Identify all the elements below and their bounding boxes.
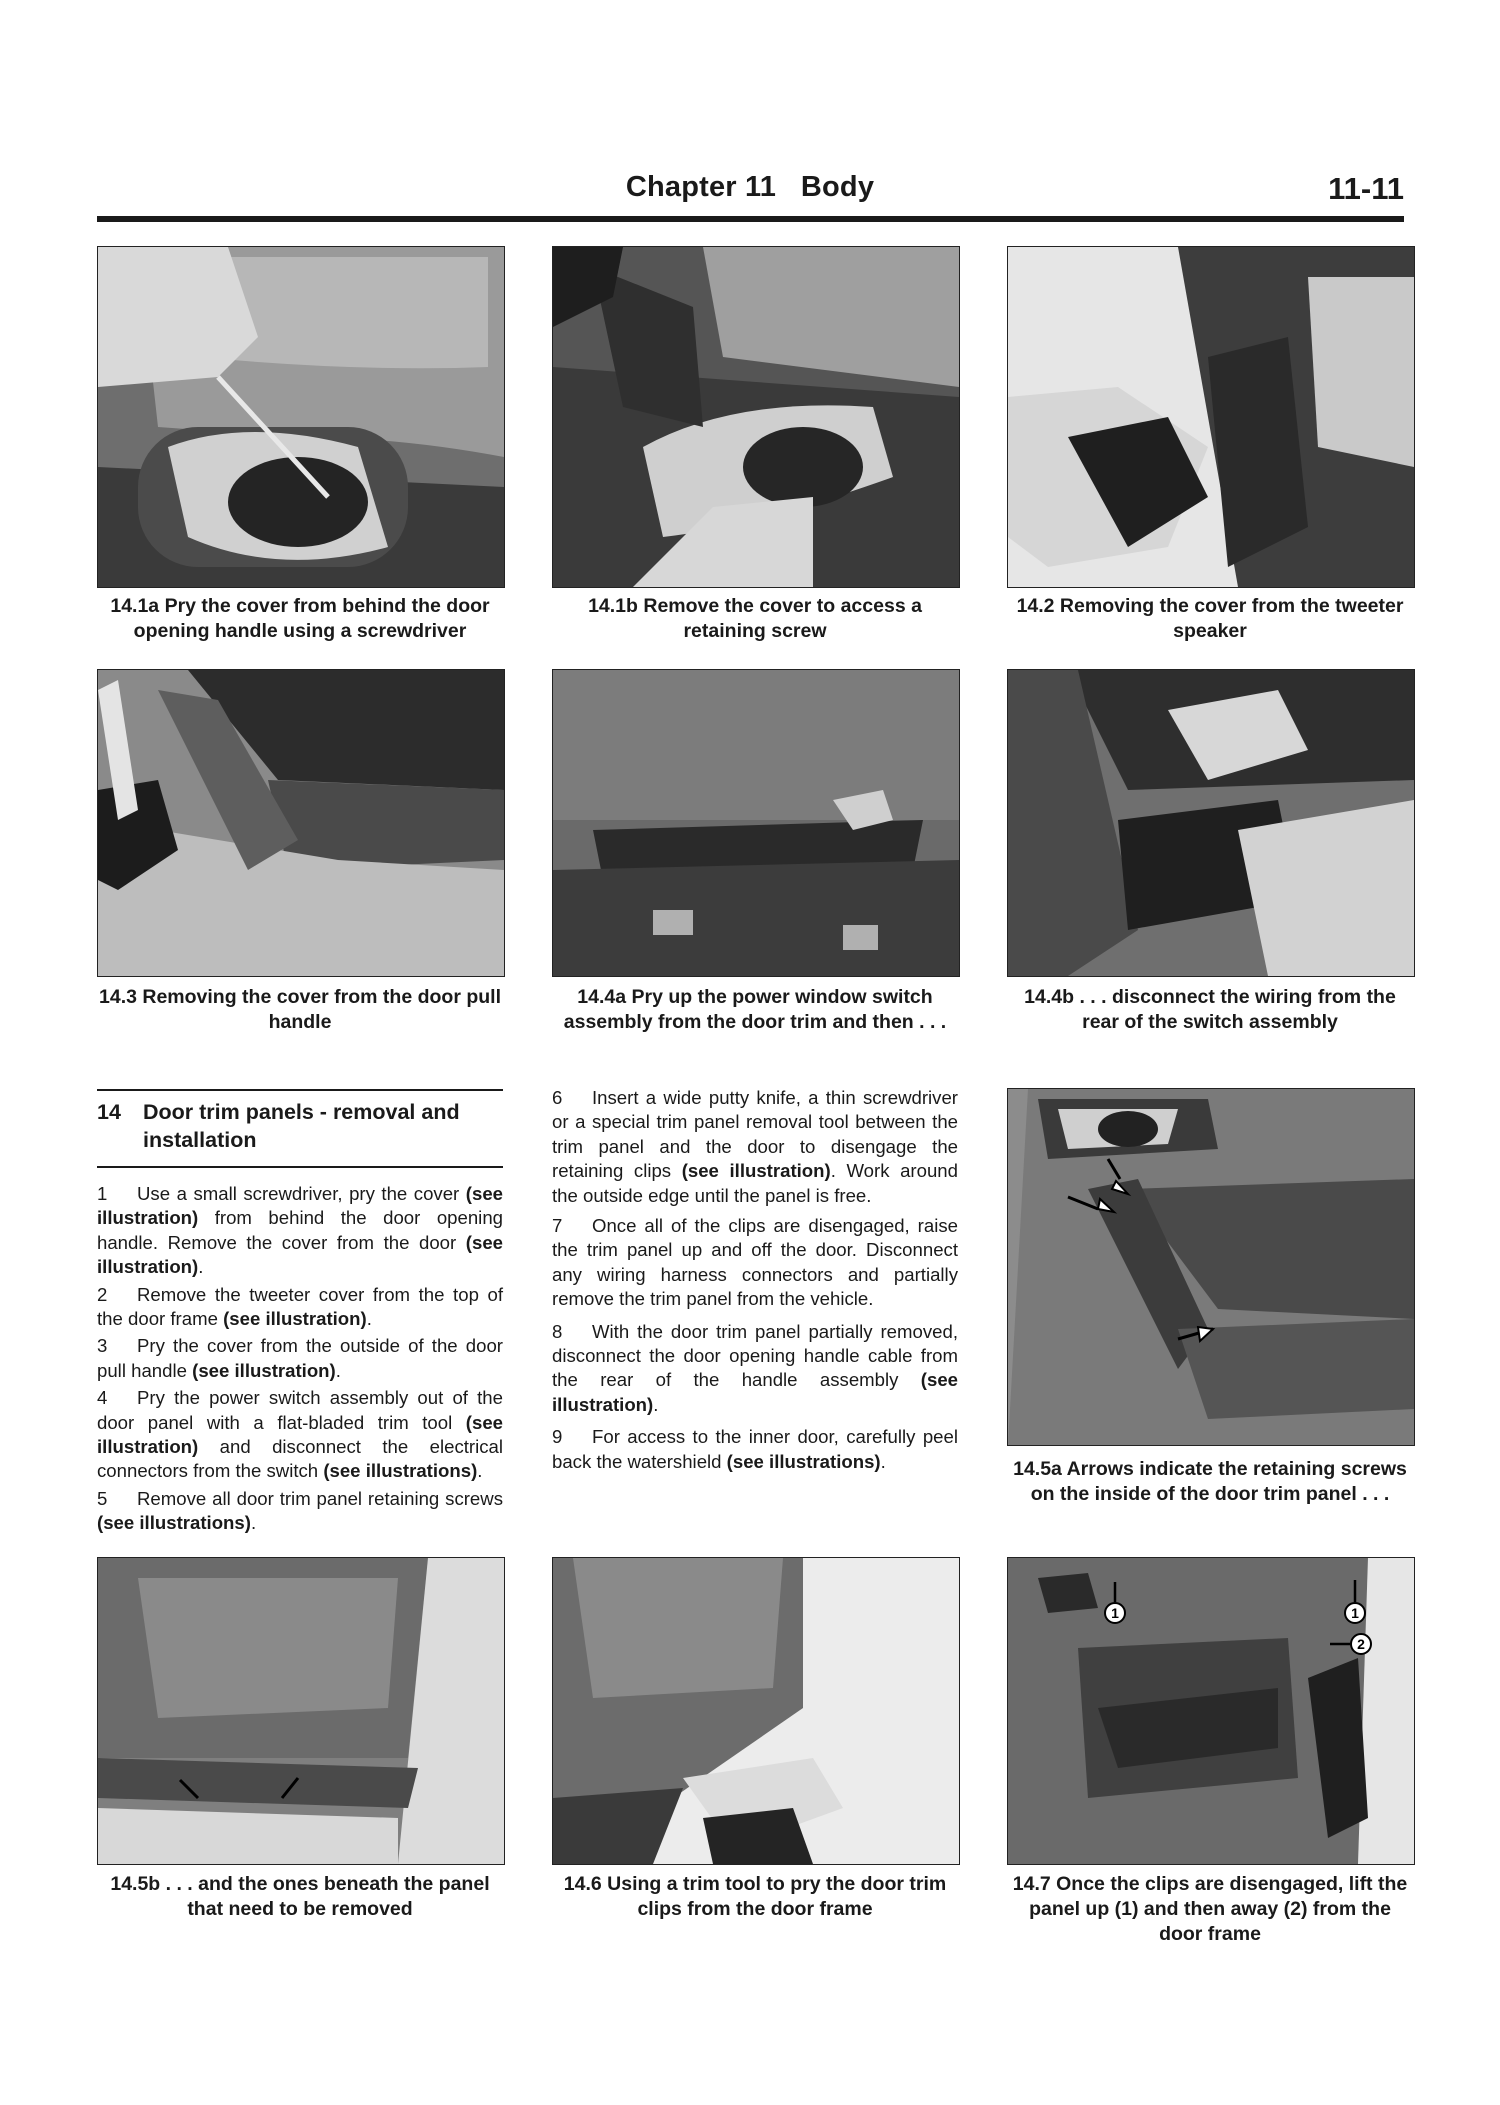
figure-caption: 14.2 Removing the cover from the tweeter speaker bbox=[1016, 595, 1404, 642]
step-text: and disconnect the electrical connectors from the switch bbox=[97, 1436, 503, 1482]
step-number: 1 bbox=[97, 1183, 108, 1204]
step-text: . bbox=[477, 1460, 483, 1482]
step-paragraph bbox=[97, 1334, 503, 1383]
step-paragraph bbox=[552, 1320, 958, 1418]
step-text: . bbox=[366, 1308, 372, 1330]
section-number: 14 bbox=[97, 1100, 121, 1124]
step-paragraph bbox=[97, 1283, 503, 1332]
page-number: 11-11 bbox=[1328, 171, 1404, 206]
illustration-reference: (see illustration) bbox=[223, 1308, 367, 1330]
photo-14-1b bbox=[552, 246, 960, 588]
step-text: Remove all door trim panel retaining screws bbox=[137, 1487, 503, 1509]
text-column-left bbox=[97, 1182, 503, 1539]
step-text: For access to the inner door, carefully peel back the watershield bbox=[552, 1426, 958, 1472]
step-text: Remove the tweeter cover from the top of the door frame bbox=[97, 1283, 503, 1330]
step-text: Use a small screwdriver, pry the cover bbox=[137, 1183, 466, 1204]
photo-14-2 bbox=[1007, 246, 1415, 588]
step-number: 5 bbox=[97, 1487, 108, 1509]
illustration-reference: (see illustration) bbox=[97, 1183, 503, 1229]
illustration-reference: (see illustration) bbox=[97, 1231, 503, 1278]
figure-caption: 14.4b . . . disconnect the wiring from the rear of the switch assembly bbox=[1024, 986, 1396, 1033]
photo-14-4a bbox=[552, 669, 960, 977]
step-paragraph bbox=[97, 1487, 503, 1536]
photo-14-1a bbox=[97, 246, 505, 588]
figure-caption: 14.7 Once the clips are disengaged, lift the panel up (1) and then away (2) from the door frame bbox=[1012, 1873, 1408, 1945]
step-paragraph bbox=[97, 1386, 503, 1484]
step-text: . Work around the outside edge until the panel is free. bbox=[552, 1160, 958, 1206]
illustration-reference: (see illustration) bbox=[681, 1160, 831, 1182]
step-text: Pry the cover from the outside of the door pull handle bbox=[97, 1335, 503, 1381]
illustration-reference: (see illustration) bbox=[552, 1369, 958, 1415]
illustration-reference: (see illustration) bbox=[192, 1359, 336, 1381]
text-column-middle bbox=[552, 1086, 958, 1477]
step-text: Insert a wide putty knife, a thin screwdriver or a special trim panel removal tool between the trim panel and the door to disengage the retaining clips bbox=[552, 1087, 958, 1182]
photo-14-4b bbox=[1007, 669, 1415, 977]
step-number: 3 bbox=[97, 1335, 108, 1357]
step-number: 4 bbox=[97, 1387, 108, 1409]
figure-caption: 14.1a Pry the cover from behind the door opening handle using a screwdriver bbox=[110, 595, 490, 642]
figure-caption: 14.4a Pry up the power window switch assembly from the door trim and then . . . bbox=[563, 986, 947, 1033]
step-text: . bbox=[880, 1450, 886, 1472]
step-paragraph bbox=[97, 1182, 503, 1280]
step-text: With the door trim panel partially removed, disconnect the door opening handle cable from the rear of the handle assembly bbox=[552, 1320, 958, 1391]
section-rule-bottom bbox=[97, 1166, 503, 1168]
callout-label: 2 bbox=[1357, 1636, 1365, 1652]
step-number: 7 bbox=[552, 1215, 563, 1237]
figure-caption: 14.5a Arrows indicate the retaining screws on the inside of the door trim panel . . . bbox=[1013, 1458, 1407, 1505]
step-text: Pry the power switch assembly out of the door panel with a flat-bladed trim tool bbox=[97, 1387, 503, 1433]
photo-14-5b bbox=[97, 1557, 505, 1865]
step-text: . bbox=[250, 1512, 257, 1534]
step-number: 2 bbox=[97, 1283, 108, 1305]
step-paragraph bbox=[552, 1214, 958, 1312]
step-paragraph bbox=[552, 1425, 958, 1474]
callout-label: 1 bbox=[1111, 1605, 1119, 1621]
step-text: . bbox=[653, 1393, 659, 1415]
figure-caption: 14.1b Remove the cover to access a retaining screw bbox=[588, 595, 922, 642]
header-rule bbox=[97, 216, 1404, 222]
figure-caption: 14.5b . . . and the ones beneath the panel that need to be removed bbox=[110, 1873, 490, 1920]
step-number: 9 bbox=[552, 1426, 563, 1448]
photo-14-6 bbox=[552, 1557, 960, 1865]
step-text: . bbox=[335, 1359, 341, 1381]
section-rule-top bbox=[97, 1089, 503, 1091]
illustration-reference: (see illustrations) bbox=[97, 1512, 251, 1534]
section-title: Door trim panels - removal and installation bbox=[143, 1100, 460, 1152]
illustration-reference: (see illustration) bbox=[97, 1411, 503, 1458]
figure-caption: 14.6 Using a trim tool to pry the door trim clips from the door frame bbox=[563, 1873, 947, 1920]
photo-14-5a bbox=[1007, 1088, 1415, 1446]
photo-14-7 bbox=[1007, 1557, 1415, 1865]
illustration-reference: (see illustrations) bbox=[323, 1460, 478, 1482]
chapter-title: Chapter 11 Body bbox=[625, 171, 875, 203]
step-text: Once all of the clips are disengaged, raise the trim panel up and off the door. Disconnect any wiring harness connectors and partially remove the trim panel from the vehicle. bbox=[552, 1215, 958, 1310]
step-number: 6 bbox=[552, 1087, 563, 1108]
photo-14-3 bbox=[97, 669, 505, 977]
step-number: 8 bbox=[552, 1320, 563, 1342]
illustration-reference: (see illustrations) bbox=[726, 1450, 881, 1472]
step-paragraph bbox=[552, 1086, 958, 1208]
callout-label: 1 bbox=[1351, 1605, 1359, 1621]
figure-caption: 14.3 Removing the cover from the door pull handle bbox=[99, 986, 501, 1033]
step-text: from behind the door opening handle. Remove the cover from the door bbox=[97, 1207, 503, 1253]
step-text: . bbox=[198, 1256, 204, 1278]
